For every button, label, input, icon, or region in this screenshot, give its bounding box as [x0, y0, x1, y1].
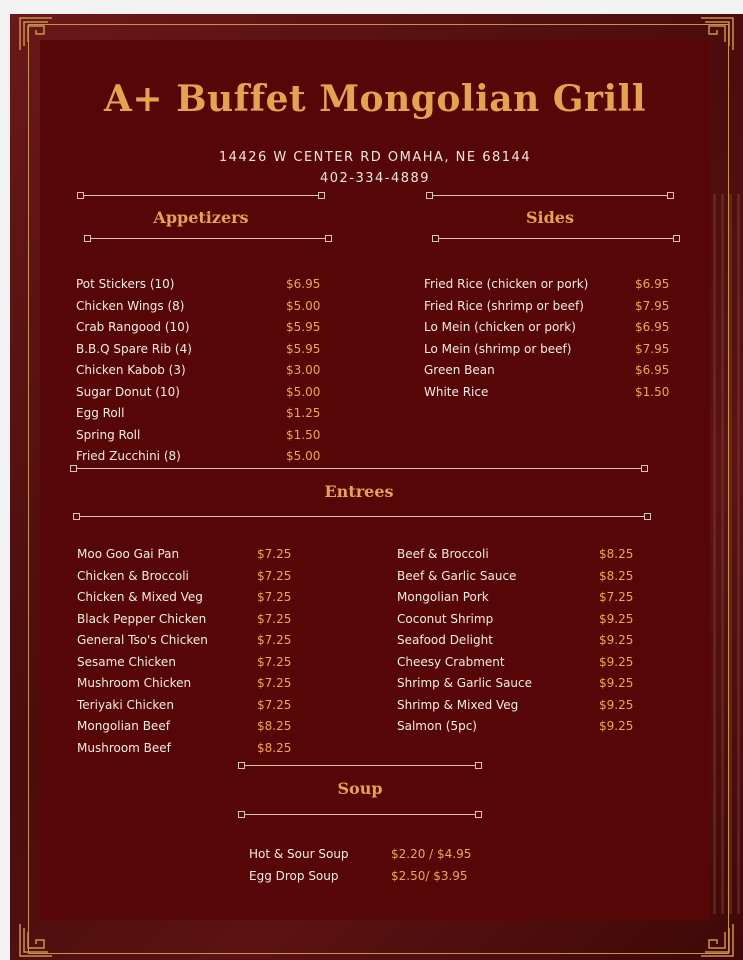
- menu-item-name: Coconut Shrimp: [397, 611, 494, 626]
- chopsticks-decoration: [713, 194, 743, 914]
- menu-item-name: General Tso's Chicken: [77, 633, 208, 647]
- appetizers-heading: Appetizers: [153, 208, 249, 227]
- menu-item-name: Teriyaki Chicken: [77, 697, 174, 712]
- menu-item-name: Sesame Chicken: [77, 654, 176, 669]
- divider: [432, 195, 668, 196]
- menu-item-price: $2.20 / $4.95: [391, 847, 472, 861]
- menu-item-price: $5.00: [286, 449, 321, 463]
- menu-item-price: $5.00: [286, 384, 321, 399]
- divider: [79, 516, 645, 517]
- menu-item-price: $7.25: [599, 590, 634, 604]
- menu-item-price: $1.25: [286, 406, 321, 420]
- menu-item-price: $9.25: [599, 611, 634, 626]
- menu-item-name: Chicken & Mixed Veg: [77, 590, 203, 604]
- menu-item-name: Mushroom Chicken: [77, 676, 192, 690]
- menu-item-name: Fried Rice (shrimp or beef): [424, 298, 584, 313]
- menu-item-price: $5.95: [286, 341, 321, 356]
- soup-heading: Soup: [337, 779, 383, 798]
- menu-item-price: $9.25: [599, 676, 634, 690]
- menu-item-name: Green Bean: [424, 363, 495, 377]
- menu-item-name: Beef & Broccoli: [397, 547, 489, 561]
- menu-item-price: $7.25: [257, 611, 292, 626]
- menu-item-name: Cheesy Crabment: [397, 654, 505, 669]
- menu-item-name: Pot Stickers (10): [76, 277, 175, 291]
- menu-item-price: $7.25: [257, 697, 292, 712]
- menu-item-name: Crab Rangood (10): [76, 320, 190, 334]
- menu-item-name: Mushroom Beef: [77, 740, 171, 755]
- menu-item-name: Fried Zucchini (8): [76, 449, 181, 463]
- menu-item-name: Shrimp & Garlic Sauce: [397, 676, 533, 690]
- menu-item-name: Lo Mein (chicken or pork): [424, 320, 576, 334]
- menu-item-price: $8.25: [257, 719, 292, 733]
- corner-ornament-icon: [18, 922, 54, 958]
- menu-item-name: Black Pepper Chicken: [77, 611, 207, 626]
- sides-heading: Sides: [525, 208, 574, 227]
- menu-item-price: $9.25: [599, 654, 634, 669]
- menu-item-price: $7.25: [257, 590, 292, 604]
- menu-item-name: Shrimp & Mixed Veg: [397, 697, 519, 712]
- menu-item-price: $7.25: [257, 633, 292, 647]
- menu-item-name: Salmon (5pc): [397, 719, 477, 733]
- menu-item-name: Chicken Wings (8): [76, 298, 185, 313]
- menu-item-price: $3.00: [286, 363, 321, 377]
- menu-item-price: $1.50: [286, 427, 321, 442]
- menu-item-name: Egg Roll: [76, 406, 125, 420]
- menu-item-name: Sugar Donut (10): [76, 384, 180, 399]
- menu-item-price: $7.25: [257, 568, 292, 583]
- menu-item-name: Lo Mein (shrimp or beef): [424, 341, 572, 356]
- menu-item-name: Moo Goo Gai Pan: [77, 547, 180, 561]
- menu-item-name: Egg Drop Soup: [249, 869, 339, 883]
- menu-item-price: $9.25: [599, 697, 634, 712]
- menu-item-price: $6.95: [635, 277, 670, 291]
- menu-item-name: Chicken Kabob (3): [76, 363, 186, 377]
- menu-item-price: $9.25: [599, 719, 634, 733]
- menu-item-price: $9.25: [599, 633, 634, 647]
- entrees-heading: Entrees: [324, 482, 394, 501]
- menu-item-name: White Rice: [424, 384, 489, 399]
- menu-item-price: $8.25: [599, 547, 634, 561]
- menu-item-name: B.B.Q Spare Rib (4): [76, 341, 192, 356]
- divider: [90, 238, 326, 239]
- divider: [438, 238, 674, 239]
- menu-item-price: $7.25: [257, 547, 292, 561]
- divider: [83, 195, 319, 196]
- menu-item-price: $7.25: [257, 654, 292, 669]
- menu-item-name: Chicken & Broccoli: [77, 568, 189, 583]
- menu-item-price: $8.25: [599, 568, 634, 583]
- menu-item-price: $7.25: [257, 676, 292, 690]
- menu-item-name: Beef & Garlic Sauce: [397, 568, 517, 583]
- divider: [244, 765, 476, 766]
- menu-item-price: $5.00: [286, 298, 321, 313]
- menu-item-price: $7.95: [635, 298, 670, 313]
- restaurant-title: A+ Buffet Mongolian Grill: [103, 78, 647, 120]
- menu-item-price: $7.95: [635, 341, 670, 356]
- menu-item-name: Mongolian Pork: [397, 590, 489, 604]
- menu-item-price: $5.95: [286, 320, 321, 334]
- address: 14426 W CENTER RD OMAHA, NE 68144: [218, 150, 532, 165]
- menu-item-price: $2.50/ $3.95: [391, 869, 468, 883]
- phone-number: 402-334-4889: [319, 171, 431, 186]
- menu-item-price: $1.50: [635, 384, 670, 399]
- menu-item-price: $6.95: [286, 277, 321, 291]
- menu-panel: [40, 40, 710, 920]
- menu-item-name: Mongolian Beef: [77, 719, 170, 733]
- menu-item-name: Fried Rice (chicken or pork): [424, 277, 589, 291]
- divider: [76, 468, 642, 469]
- divider: [244, 814, 476, 815]
- menu-item-price: $6.95: [635, 363, 670, 377]
- menu-item-price: $6.95: [635, 320, 670, 334]
- menu-item-name: Seafood Delight: [397, 633, 493, 647]
- menu-item-name: Hot & Sour Soup: [249, 847, 349, 861]
- menu-item-price: $8.25: [257, 740, 292, 755]
- corner-ornament-icon: [699, 922, 735, 958]
- menu-page: [10, 14, 743, 960]
- menu-item-name: Spring Roll: [76, 427, 141, 442]
